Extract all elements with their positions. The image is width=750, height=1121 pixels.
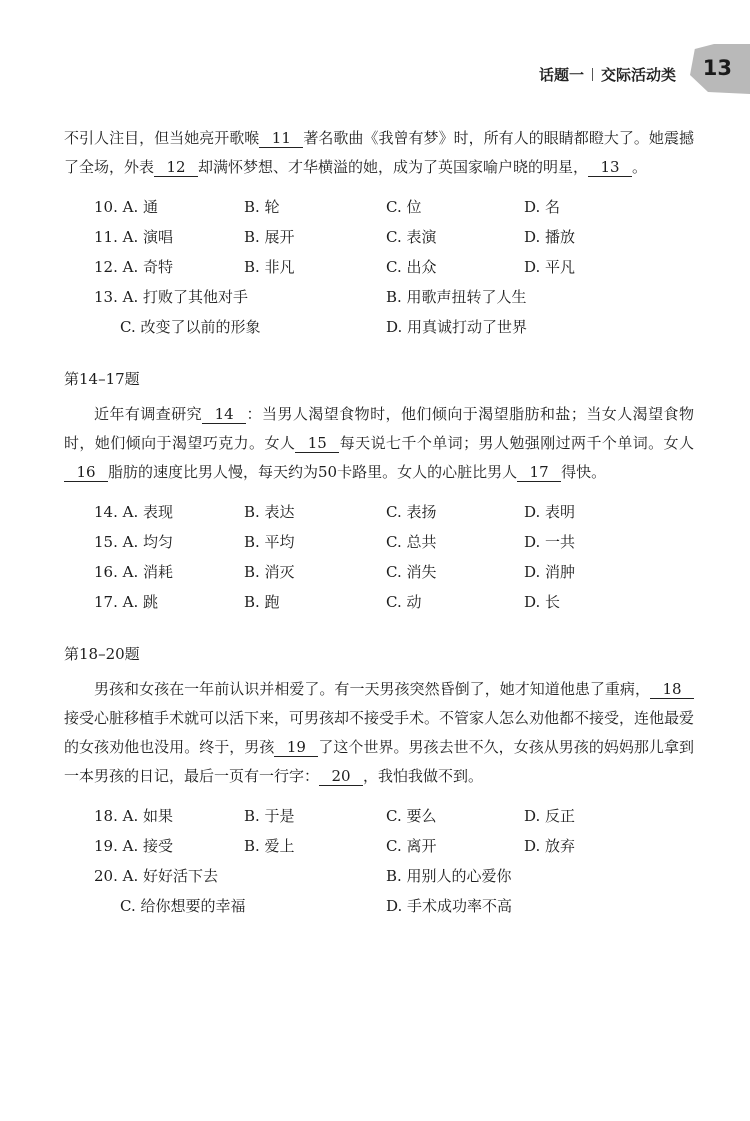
option-a: 10. A. 通	[94, 198, 158, 216]
option-b: B. 表达	[244, 503, 295, 521]
passage-text: 接受心脏移植手术就可以活下来，可男孩却不接受手术。不管家人怎么劝他都不接受，连他最爱的女孩劝他也没用。终于，男孩	[64, 709, 695, 756]
passage-text: 不引人注目，但当她亮开歌喉	[64, 129, 260, 147]
question-row	[64, 801, 694, 831]
passage-text: 了这个世界。男孩去世不久，女孩从男孩的妈妈那儿拿到一本男孩的日记，最后一页有一行字：	[64, 738, 694, 785]
question-row	[64, 891, 694, 921]
option-d: D. 长	[524, 593, 561, 611]
section-heading: 第14–17题	[64, 370, 140, 388]
passage-text: 。	[632, 158, 648, 176]
option-a: 15. A. 均匀	[94, 533, 173, 551]
option-d: D. 表明	[524, 503, 576, 521]
option-a: 19. A. 接受	[94, 837, 173, 855]
options-14-17	[64, 497, 694, 617]
page-content	[64, 124, 694, 921]
passage-text: 著名歌曲《我曾有梦》时，所有人的眼睛都瞪大了。她震撼了全场，外表	[64, 129, 694, 176]
option-b: B. 展开	[244, 228, 295, 246]
option-d: D. 平凡	[524, 258, 576, 276]
blank-11: 11	[259, 129, 303, 148]
question-row	[64, 312, 694, 342]
blank-15: 15	[295, 434, 339, 453]
option-d: D. 反正	[524, 807, 576, 825]
passage-text: 近年有调查研究	[94, 405, 203, 423]
blank-14: 14	[202, 405, 246, 424]
blank-18: 18	[650, 680, 694, 699]
option-d: D. 消肿	[524, 563, 576, 581]
category-label: 交际活动类	[600, 66, 676, 84]
option-a: 14. A. 表现	[94, 503, 173, 521]
option-b: B. 轮	[244, 198, 280, 216]
page-number: 13	[702, 56, 732, 80]
blank-16: 16	[64, 463, 108, 482]
option-b: B. 爱上	[244, 837, 295, 855]
option-a: 20. A. 好好活下去	[94, 867, 218, 885]
option-c: C. 离开	[386, 837, 437, 855]
option-b: B. 非凡	[244, 258, 295, 276]
blank-17: 17	[517, 463, 561, 482]
question-row	[64, 222, 694, 252]
passage-text: 每天说七千个单词；男人勉强刚过两千个单词。女人	[339, 434, 694, 452]
option-a: 17. A. 跳	[94, 593, 158, 611]
option-a: 12. A. 奇特	[94, 258, 173, 276]
passage-2	[64, 400, 694, 487]
passage-text: ：当男人渴望食物时，他们倾向于渴望脂肪和盐；当女人渴望食物时，她们倾向于渴望巧克力。女人	[64, 405, 694, 452]
option-c: C. 动	[386, 593, 422, 611]
passage-text: 得快。	[561, 463, 607, 481]
topic-label: 话题一	[538, 66, 584, 84]
running-title	[539, 64, 676, 85]
option-a: 16. A. 消耗	[94, 563, 173, 581]
question-row	[64, 497, 694, 527]
option-c: C. 位	[386, 198, 422, 216]
option-b: B. 消灭	[244, 563, 295, 581]
option-c: C. 给你想要的幸福	[120, 897, 246, 915]
options-18-20	[64, 801, 694, 921]
blank-19: 19	[274, 738, 318, 757]
option-c: C. 总共	[386, 533, 437, 551]
question-row	[64, 192, 694, 222]
passage-1	[64, 124, 694, 182]
blank-20: 20	[319, 767, 363, 786]
question-row	[64, 527, 694, 557]
passage-text: 脂肪的速度比男人慢，每天约为50卡路里。女人的心脏比男人	[108, 463, 518, 481]
passage-text: 却满怀梦想、才华横溢的她，成为了英国家喻户晓的明星，	[198, 158, 589, 176]
option-a: 11. A. 演唱	[94, 228, 173, 246]
option-d: D. 名	[524, 198, 561, 216]
passage-3	[64, 675, 694, 791]
question-row	[64, 587, 694, 617]
option-a: 18. A. 如果	[94, 807, 173, 825]
question-row	[64, 831, 694, 861]
option-c: C. 改变了以前的形象	[120, 318, 261, 336]
option-c: C. 消失	[386, 563, 437, 581]
option-d: D. 放弃	[524, 837, 576, 855]
option-b: B. 于是	[244, 807, 295, 825]
option-d: D. 一共	[524, 533, 576, 551]
options-10-13	[64, 192, 694, 342]
passage-text: ，我怕我做不到。	[363, 767, 484, 785]
option-c: C. 要么	[386, 807, 437, 825]
option-b: B. 平均	[244, 533, 295, 551]
section-heading: 第18–20题	[64, 645, 140, 663]
option-c: C. 出众	[386, 258, 437, 276]
option-c: C. 表演	[386, 228, 437, 246]
option-d: D. 手术成功率不高	[386, 897, 513, 915]
option-b: B. 跑	[244, 593, 280, 611]
passage-text: 男孩和女孩在一年前认识并相爱了。有一天男孩突然昏倒了，她才知道他患了重病，	[94, 680, 650, 698]
question-row	[64, 282, 694, 312]
blank-13: 13	[588, 158, 632, 177]
option-a: 13. A. 打败了其他对手	[94, 288, 248, 306]
option-d: D. 用真诚打动了世界	[386, 318, 528, 336]
option-d: D. 播放	[524, 228, 576, 246]
page-header	[0, 36, 750, 102]
question-row	[64, 557, 694, 587]
question-row	[64, 252, 694, 282]
option-b: B. 用歌声扭转了人生	[386, 288, 527, 306]
option-b: B. 用别人的心爱你	[386, 867, 512, 885]
title-divider	[592, 68, 593, 81]
blank-12: 12	[154, 158, 198, 177]
option-c: C. 表扬	[386, 503, 437, 521]
question-row	[64, 861, 694, 891]
